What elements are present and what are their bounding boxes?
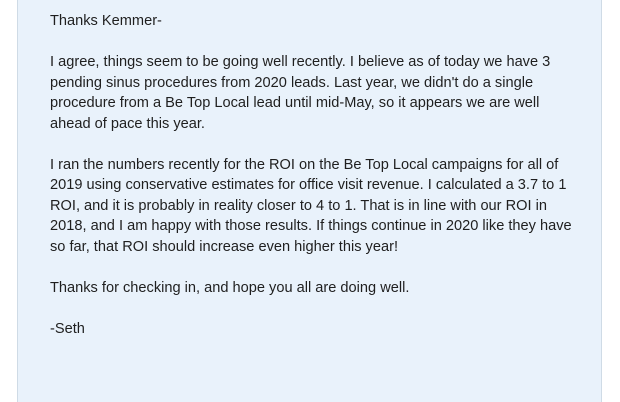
email-greeting: Thanks Kemmer-: [50, 13, 162, 29]
email-message-card: [17, 0, 602, 402]
email-body: [50, 11, 580, 360]
email-paragraph-2: I ran the numbers recently for the ROI on the Be Top Local campaigns for all of 2019 using conservative estimates for office visit revenue. I calculated a 3.7 to 1 ROI, and it is probably in reality closer to 4 to 1. That is in line with our ROI in 2018, and I am happy with those results. If things continue in 2020 like they have so far, that ROI should increase even higher this year!: [50, 156, 572, 255]
email-signature: -Seth: [50, 320, 85, 337]
email-paragraph-3: Thanks for checking in, and hope you all are doing well.: [50, 279, 410, 296]
email-paragraph-1: I agree, things seem to be going well recently. I believe as of today we have 3 pending sinus procedures from 2020 leads. Last year, we didn't do a single procedure from a Be Top Local lead until mid-May, so it appears we are well ahead of pace this year.: [50, 54, 551, 132]
